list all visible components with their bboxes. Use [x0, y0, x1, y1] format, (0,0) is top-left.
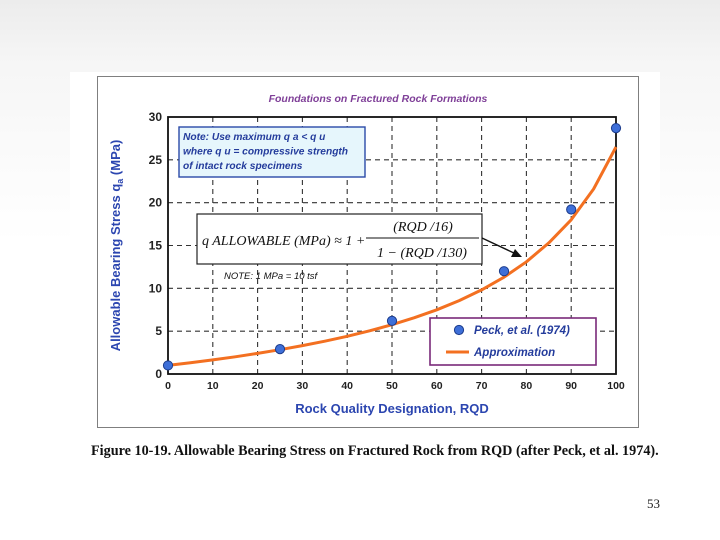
x-tick-label: 100: [607, 380, 625, 392]
formula-lhs: q ALLOWABLE (MPa) ≈ 1 +: [202, 234, 366, 249]
chart-frame: [97, 76, 639, 428]
y-tick-label: 25: [148, 152, 162, 167]
data-point: [611, 124, 620, 133]
data-point: [499, 267, 508, 276]
x-tick-label: 30: [296, 380, 309, 392]
note-line: Note: Use maximum q a < q u: [183, 132, 326, 143]
data-point: [275, 345, 284, 354]
y-tick-label: 0: [155, 367, 162, 381]
x-axis-label: Rock Quality Designation, RQD: [295, 401, 489, 416]
formula-box: [197, 214, 522, 282]
legend: [430, 318, 596, 365]
y-axis-label: Allowable Bearing Stress $q_a$ (MPa): [108, 139, 125, 352]
data-point: [567, 205, 576, 214]
legend-label-curve: Approximation: [474, 347, 556, 359]
note-box: [179, 127, 365, 177]
formula-denominator: 1 − (RQD /130): [377, 246, 467, 261]
y-tick-label: 15: [148, 238, 162, 253]
formula-numerator: (RQD /16): [393, 220, 453, 235]
page-number: 53: [647, 496, 660, 511]
figure-panel: [70, 72, 660, 472]
legend-marker-points: [454, 325, 463, 334]
x-tick-label: 0: [165, 380, 171, 392]
data-point: [387, 316, 396, 325]
note-line: where q u = compressive strength: [183, 146, 349, 158]
y-tick-label: 20: [148, 195, 162, 210]
x-tick-label: 70: [475, 380, 488, 392]
data-point: [163, 361, 172, 370]
figure-caption: Figure 10-19. Allowable Bearing Stress on Fractured Rock from RQD (after Peck, et al. 1974).: [91, 443, 659, 459]
y-tick-label: 30: [148, 110, 162, 124]
chart-title: Foundations on Fractured Rock Formations: [268, 93, 488, 105]
x-tick-label: 80: [520, 380, 533, 392]
x-tick-label: 50: [386, 380, 398, 392]
y-tick-label: 10: [148, 281, 162, 296]
x-tick-label: 10: [206, 380, 219, 392]
x-tick-label: 40: [341, 380, 354, 392]
note-line: of intact rock specimens: [183, 161, 303, 172]
x-tick-label: 20: [251, 380, 264, 392]
x-tick-label: 60: [430, 380, 443, 392]
y-tick-label: 5: [155, 324, 162, 339]
legend-label-points: Peck, et al. (1974): [474, 325, 570, 337]
bearing-stress-chart: [98, 77, 638, 427]
x-tick-label: 90: [565, 380, 578, 392]
unit-note: NOTE: 1 MPa = 10 tsf: [224, 271, 318, 282]
